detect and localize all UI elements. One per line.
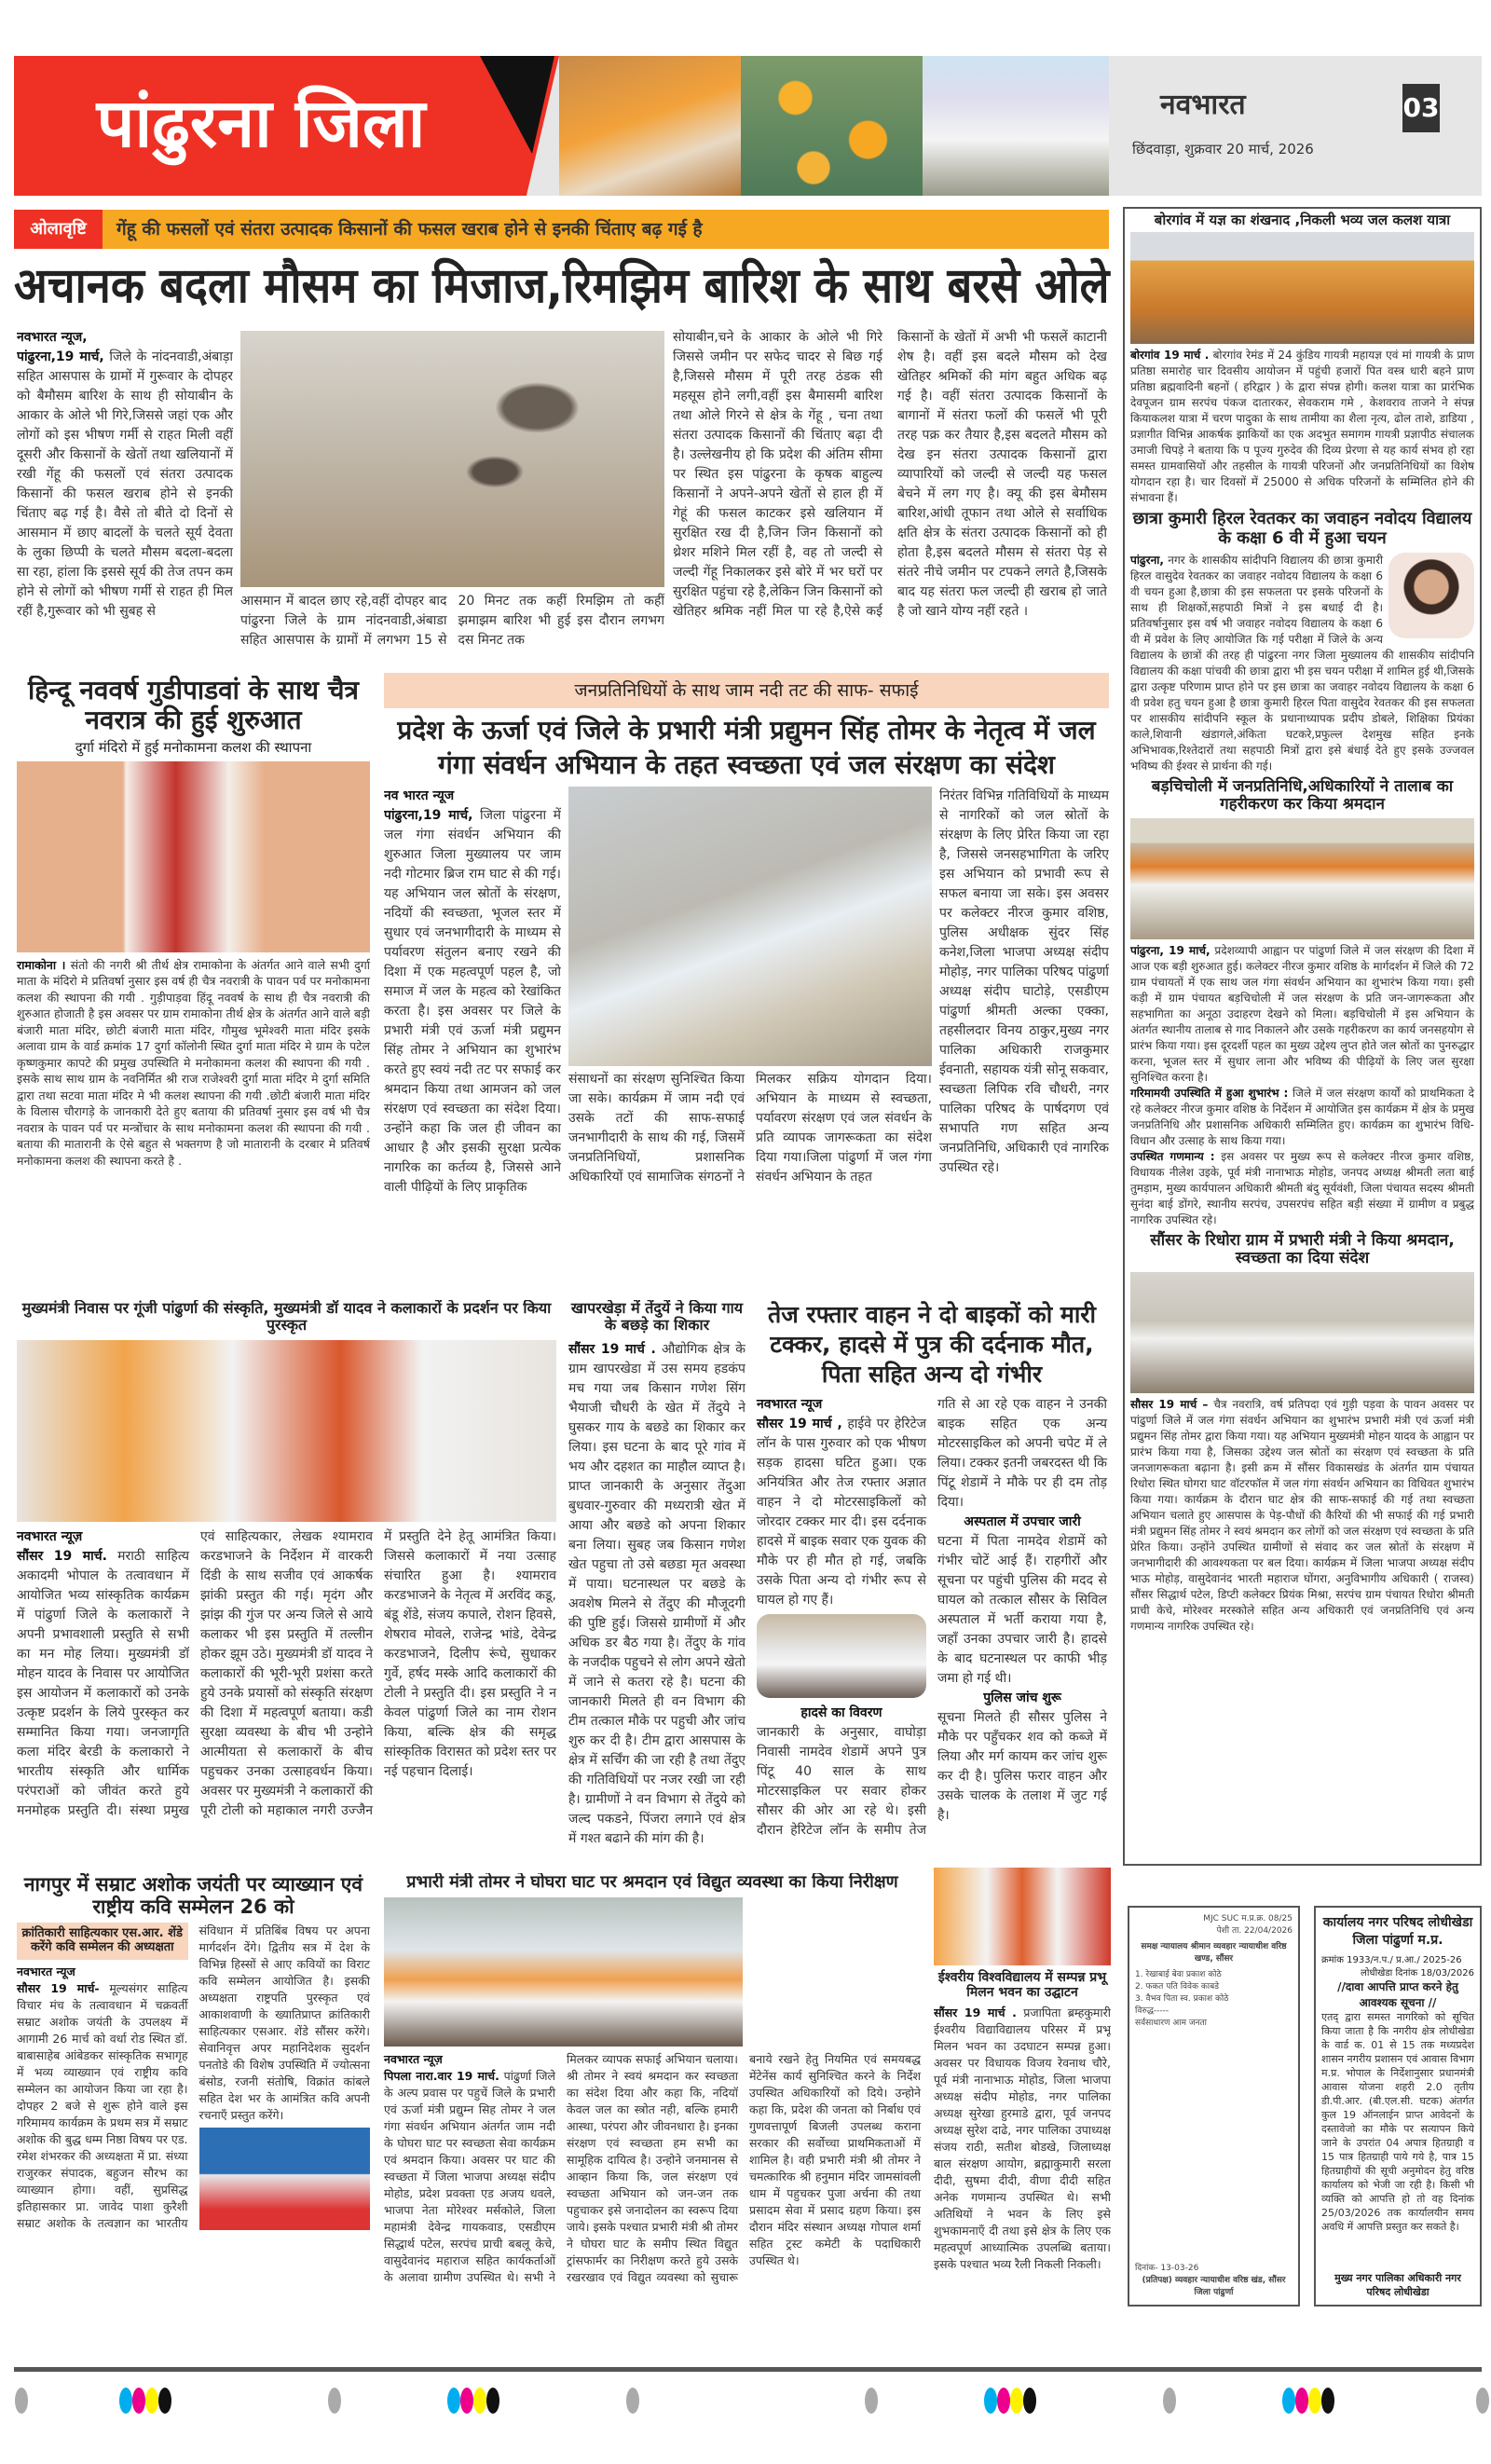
story-ashoka (14, 1873, 373, 2311)
story-brahmakumari (934, 1868, 1111, 2311)
headline-badchicholi: बड़चिचोली में जनप्रतिनिधि,अधिकारियों ने तालाब का गहरीकरण कर किया श्रमदान (1151, 776, 1454, 814)
registration-dot (473, 2388, 486, 2414)
paragraph: मूल्यसंगर साहित्य विचार मंच के तत्वावधान में चक्रवर्ती सम्राट अशोक जयंती के उपलक्ष्य में आगामी 26 मार्च को वर्धा रोड स्थित डॉ. बाबासाहेब आंबेडकर सांस्कृतिक सभागृह में भव्य व्याख्यान एवं राष्ट्रीय कवि सम्मेलन का आयोजन किया जा रहा है।दोपहर 2 बजे से शुरू होने वाले इस गरिमामय कार्यक्रम के प्रथम सत्र में सम्राट अशोक की बुद्ध धम्म निष्ठा विषय पर एड. रमेश शंभरकर की अध्यक्षता में प्रा. संध्या राजुरकर संपादक, बहुजन सौरभ का व्याख्यान होगा। वहीं, सुप्रसिद्ध इतिहासकार प्रा. जावेद पाशा कुरैशी सम्राट अशोक के तत्वज्ञान का भारतीय संविधान में प्रतिबिंब विषय पर अपना मार्गदर्शन देंगे। द्वितीय सत्र में देश के विभिन्न हिस्सों से आए कवियों का विराट कवि सम्मेलन आयोजित है। इसकी अध्यक्षता राष्ट्रपति पुरस्कृत एवं आकाशवाणी के ख्यातिप्राप्त क्रांतिकारी साहित्यकार एसआर. शेंडे सौंसर करेंगे। सेवानिवृत्त अपर महानिदेशक सुदर्शन पनतोडे की विशेष उपस्थिति में ज्योत्सना बंसोड, रजनी संतोषि, विक्रांत कांबले सहित देश भर के आमंत्रित कवि अपनी रचनाएँ प्रस्तुत करेंगे। (17, 1923, 370, 2231)
paragraph: बोरगांव रेमंड में 24 कुंडिय गायत्री महायज्ञ एवं मां गायत्री के प्राण प्रतिष्ठा समारोह चार दिवसीय आयोजन में पहुंची हजारों पित वस्त्र धारी बहने प्राण प्रतिष्ठा ब्रह्मवादिनी बहनों ( हरिद्वार ) के द्वारा संपन्न होगी। कलश यात्रा का प्रारंभिक देवपूजन ग्राम सरपंच पंकज दातारकर, सेवकराम गमे , केशवराव ताजने ने संपन्न कियाकलश यात्रा में चरण पादुका के साथ तामीया का शैला नृत्य, ढोल ताशे, डाडिया , प्रज्ञागीत विभिन्न आकर्षक झाकियों का एक अदभुत समागम गायत्री प्रज्ञापीठ संचालक उमाजी चिपड़े ने बताया कि प पूज्य गुरुदेव की दिव्य प्रेरणा से यह कार्य संभव हो रहा समस्त ग्रामवासियों और तहसील के गायत्री परिजनों और जनप्रतिनिधियों का विशेष योगदान रहा है। चार दिवसों में 25000 से अधिक परिजनों के सम्मिलित होने की संभावना हैं। (1130, 349, 1474, 505)
article-accident (755, 1395, 1109, 1864)
registration-dot (626, 2388, 639, 2414)
subhead: उपस्थित गणमान्य : (1130, 1149, 1215, 1163)
registration-dot (1308, 2388, 1321, 2414)
photo-speaker (199, 2128, 371, 2230)
byline: नव भारत न्यूज (384, 788, 455, 803)
paragraph: मराठी साहित्य अकादमी भोपाल के तत्वावधान में आयोजित भव्य सांस्कृतिक कार्यक्रम में पांढुर्णा जिले के कलाकारों ने अपनी प्रभावशाली प्रस्तुति से सभी का मन मोह लिया। मुख्यमंत्री डॉ मोहन यादव के निवास पर आयोजित इस आयोजन में कलाकारों को उनके उत्कृष्ट प्रदर्शन के लिये पुरस्कृत कर सम्मानित किया गया। जनजागृति कला मंदिर बेरडी के कलाकारो ने भारतीय संस्कृति और धार्मिक परंपराओं को जीवंत करते हुये मनमोहक प्रस्तुति दी। संस्था प्रमुख एवं साहित्यकार, लेखक श्यामराव करडभाजने के निर्देशन में वारकरी दिंडी के साथ सजीव एवं आकर्षक झांकी प्रस्तुत की गई। मृदंग और झांझ की गुंज पर अन्य जिले से आये कलाकर भी इस प्रस्तुति में तल्लीन होकर झूम उठे। मुख्यमंत्री डॉ यादव ने कलाकारों की भूरी-भूरी प्रशंसा करते हुये उनके प्रयासों को संस्कृति संरक्षण की दिशा में महत्वपूर्ण बताया। कडी सुरक्षा व्यवस्था के बीच भी उन्होने आत्मीयता से कलाकारों के बीच पहुचकर उनका उत्साहवर्धन किया। अवसर पर मुख्यमंत्री ने कलाकारों की पूरी टोली को महाकाल नगरी उज्जैन में प्रस्तुति देने हेतू आमंत्रित किया। जिससे कलाकारों में नया उत्साह संचारित हुआ है। श्यामराव करडभाजने के नेतृत्व में अरविंद कडू, बंडू शेंडे, संजय कपाले, रोशन हिवसे, शेषराव मोवले, राजेन्द्र भांडे, देवेन्द्र करडभाजने, दिलीप रूंघे, सुधाकर गुर्वे, हर्षद मस्के आदि कलाकारों की टोली ने प्रस्तुति दी। इस प्रस्तुति ने न केवल पांढुर्णा जिले का नाम रोशन किया, बल्कि क्षेत्र की समृद्ध सांस्कृतिक विरासत को प्रदेश स्तर पर नई पहचान दिलाई। (17, 1528, 556, 1818)
paragraph: पांढुर्णा जिले के अल्प प्रवास पर पहुचें जिले के प्रभारी एवं ऊर्जा मंत्री प्रद्युम्न सिह तोमर ने जल गंगा संवर्धन अभियान अंतर्गत जाम नदी के घोघरा घाट पर स्वच्छता सेवा कार्यक्रम एवं श्रमदान किया। अवसर पर घाट की स्वच्छता में जिला भाजपा अध्यक्ष संदीप मोहोड, प्रदेश प्रवक्ता एड अजय धवले, भाजपा नेता मोरेश्वर मर्सकोले, जिला महामंत्री देवेन्द्र गायकवाड, एसडीएम सिद्धार्थ पटेल, सरपंच प्राची बबलू केचे, वासुदेवानंद महाराज सहित कार्यकर्ताओं के अलावा ग्रामीण उपस्थित थे। सभी ने मिलकर व्यापक सफाई अभियान चलाया। श्री तोमर ने स्वयं श्रमदान कर स्वच्छता का संदेश दिया और कहा कि, नदियॉ केवल जल का स्त्रोत नही, बल्कि हमारी आस्था, परंपरा और जीवनधारा है। इनका संरक्षण एवं स्वच्छता हम सभी का सामूहिक दायित्व है। उन्होने जनमानस से आव्हान किया कि, जल संरक्षण एवं स्वच्छता अभियान को जन-जन तक पहुचाकर इसे जनादोलन का स्वरूप दिया जाये। इसके पश्चात प्रभारी मंत्री श्री तोमर ने घोघरा घाट के समीप स्थित विद्युत ट्रांसफार्मर का निरीक्षण करते हुये उसके रखरखाव एवं विद्युत व्यवस्था को सुचारू बनाये रखने हेतु नियमित एवं समयबद्ध मेंटेनेंस कार्य सुनिश्चित करने के निर्देश उपस्थित अधिकारियों को दिये। उन्होने कहा कि, प्रदेश की जनता को निर्बाध एवं गुणवत्तापूर्ण बिजली उपलब्ध कराना सरकार की सर्वोच्चा प्राथमिकताओं में शामिल है। वही प्रभारी मंत्री श्री तोमर ने चमत्कारिक श्री हनुमान मंदिर जामसांवली धाम में पहुचकर पुजा अर्चना की तथा प्रसादम सेवा में प्रसाद ग्रहण किया। इस दौरान मंदिर संस्थान अध्यक्ष गोपाल शर्मा सहित ट्रस्ट कमेटी के पदाधिकारी उपस्थित थे। (384, 2051, 921, 2284)
paragraph: जिला पांढुरना में जल गंगा संवर्धन अभियान की शुरुआत जिला मुख्यालय पर जाम नदी गोटमार ब्रिज राम घाट से की गई। यह अभियान जल स्रोतों के संरक्षण, नदियों की स्वच्छता, भूजल स्तर में सुधार एवं जनभागीदारी के माध्यम से पर्यावरण संतुलन बनाए रखने की दिशा में एक महत्वपूर्ण पहल है, जो समाज में जल के महत्व को रेखांकित करता है। इस अवसर पर जिले के प्रभारी मंत्री एवं ऊर्जा मंत्री प्रद्युमन सिंह तोमर ने अभियान का शुभारंभ करते हुए स्वयं नदी तट पर सफाई कर श्रमदान किया तथा आमजन को जल संरक्षण एवं स्वच्छता का संदेश दिया। उन्होंने कहा कि जल ही जीवन का आधार है और इसकी सुरक्षा प्रत्येक नागरिक का कर्तव्य है, जिससे आने वाली पीढ़ियों के लिए प्राकृतिक (384, 808, 561, 1195)
registration-dot (997, 2388, 1010, 2414)
story-jalganga (384, 673, 1109, 1286)
byline: नवभारत न्यूज, (17, 330, 88, 345)
notice-title: कार्यालय नगर परिषद लोधीखेडा जिला पांढुर्णा म.प्र. (1322, 1915, 1473, 1948)
section-title-wrap (42, 76, 480, 170)
notice-title: समक्ष न्यायालय श्रीमान व्यवहार न्यायाधीश वरिष्ठ खण्ड, सौंसर (1141, 1942, 1287, 1964)
notice-court (1128, 1906, 1300, 2307)
photo-ridhora (1130, 1272, 1474, 1393)
registration-dot (1321, 2388, 1334, 2414)
story-accident (755, 1300, 1109, 1864)
dateline: सौसर 19 मार्च – (1130, 1397, 1209, 1411)
article-ridhora (1130, 1397, 1474, 1860)
dateline: सौंसर 19 मार्च . (934, 2005, 1017, 2020)
registration-dot (1023, 2388, 1036, 2414)
byline: नवभारत न्यूज़ (384, 2051, 443, 2066)
right-column-box (1123, 207, 1482, 1866)
masthead-photo-cotton (923, 56, 1109, 196)
dateline: सौंसर 19 मार्च . (568, 1341, 656, 1357)
dateline: सौंसर 19 मार्च. (17, 1548, 107, 1564)
dateline: छिंदवाड़ा, शुक्रवार 20 मार्च, 2026 (1132, 141, 1314, 157)
registration-dot (1163, 2388, 1176, 2414)
photo-durga-temple (17, 761, 370, 952)
jalganga-body-row (384, 787, 1109, 1286)
article-navratri (14, 957, 373, 1286)
byline: नवभारत न्यूज (17, 1964, 75, 1979)
notice-ref: MJC SUC म.प्र.क्र. 08/25 (1203, 1914, 1293, 1923)
headline-ghoghra: प्रभारी मंत्री तोमर ने घोघरा घाट पर श्रमदान एवं विद्युत व्यवस्था का किया निरीक्षण (406, 1873, 898, 1892)
headline-hail: अचानक बदला मौसम का मिजाज,रिमझिम बारिश के साथ बरसे ओले (14, 258, 1110, 314)
registration-dot (1010, 2388, 1023, 2414)
masthead (14, 56, 1482, 196)
dateline: सौसर 19 मार्च , (757, 1417, 842, 1431)
notice-date: पेशी ता. 22/04/2026 (1216, 1926, 1293, 1936)
article-ghoghra (382, 2051, 923, 2311)
headline-leopard: खापरखेड़ा में तेंदुयें ने किया गाय के बछड़े का शिकार (570, 1300, 744, 1335)
dateline: पिपला नारा.वार 19 मार्च. (384, 2068, 499, 2083)
byline: नवभारत न्यूज़ (17, 1528, 83, 1544)
masthead-photo-temple (559, 56, 741, 196)
headline-hail-wrap (14, 253, 1109, 321)
photo-hailstones (240, 331, 664, 587)
registration-dot (328, 2388, 341, 2414)
subhead: अस्पताल में उपचार जारी (964, 1514, 1081, 1529)
notice-fill (1135, 2030, 1293, 2263)
paragraph: घटना में पिता नामदेव शेडामें को गंभीर चोटें आई हैं। राहगीरों और सूचना पर पहुंची पुलिस की मदद से घायल को तत्काल सौसर के सिविल अस्पताल में भर्ती कराया गया है, जहाँ उनका उपचार जारी है। हादसे के बाद घटनास्थल पर काफी भीड़ जमा हो गई थी। (937, 1534, 1107, 1686)
paragraph: संतो की नगरी श्री तीर्थ क्षेत्र रामाकोना के अंतर्गत आने वाले सभी दुर्गा माता के मंदिरो मे प्रतिवर्षा नुसार इस वर्ष ही चैत्र नवरात्री के पावन पर्व पर मनोकामना कलश की स्थापना की गयी . गुड़ीपाड़वा हिंदू नववर्ष के साथ ही चैत्र नवरात्री की शुरुआत होजाती है इस अवसर पर ग्राम रामाकोना तीर्थ क्षेत्र के अंतर्गत आने वाले बड़ी बंजारी माता मंदिर, छोटी बंजारी माता मंदिर, गौमुख भूमेश्वरी माता मंदिर इसके अलावा ग्राम के वार्ड क्रमांक 17 दुर्गा कॉलोनी स्थित दुर्गा माता मंदिर मे ग्राम के पटेल कृष्णकुमार कापटे की प्रमुख उपस्थिति मे मनोकामना कलश की स्थापना की गयी . इसके साथ साथ ग्राम के नवनिर्मित श्री राज राजेश्वरी दुर्गा माता मंदिर मे दुर्गा समिति द्वारा तथा सटवा माता मंदिर मे भी कलश स्थापना की गयी .छोटी बंजारी माता मंदिर के विलास चौरागड़े के जानकारी देते हुए बताया की प्रतिवर्षा नुसार इस वर्ष भी चैत्र नवरात्र के पावन पर्व पर मन्त्रोंचार के साथ मनोकामना कलश की स्थापना की गयी . बताया की मातारानी के ऐसे बहुत से भक्तगण है जो मातारानी के दरबार मे प्रतिवर्ष मनोकामना कलश की स्थापना करते है . (17, 957, 370, 1168)
story-ghoghra (382, 1873, 923, 2311)
article-hail-right-cols: सोयाबीन,चने के आकार के ओले भी गिरे जिससे जमीन पर सफेद चादर से बिछ गई है,जिससे मौसम में पूरी तरह ठंडक सी महसूस होने लगी,वहीं इस बैमासमी बारिश तथा ओले गिरने से क्षेत्र के गेंहू , चना तथा संतरा उत्पादक किसानों की चिंताए बढ़ा दी है। उल्लेखनीय हो कि प्रदेश की अंतिम सीमा पर स्थित इस पांढुरना के कृषक बाहुल्य किसानों ने अपने-अपने खेतों से हाल ही में गेहूं की फसल काटकर इसे खलियान में सुरक्षित रख दी है,जिन जिन किसानों को थ्रेशर मशिने मिल रहीं है, वह तो जल्दी से जल्दी गेंहू निकालकर इसे बोरे में भर घरों पर सुरक्षित पहुंचा रहे है,लेकिन जिन किसानों को खेतिहर श्रमिक नहीं मिल पा रहे है,ऐसे कई किसानों के खेतों में अभी भी फसलें काटानी शेष है। वहीं इस बदले मौसम को देख खेतिहर श्रमिकों की मांग बहुत अधिक बढ़ गई है। वहीं संतरा उत्पादक किसानों के बागानों में संतरा फलों की फसलें भी पूरी तरह पक्र कर तैयार है,इस बदलते मौसम को देख इन संतरा उत्पादक किसानों द्वारा व्यापारियों को जल्दी से जल्दी यह फसल बेचने में लग गए है। क्यू की इस बेमौसम बारिश,आंधी तूफान तथा ओले से सर्वाधिक क्षति क्षेत्र के संतरा उत्पादक किसानों को ही होता है,इस बदलते मौसम से संतरा पेड़ से संतरे नीचे जमीन पर टपकने लगते है,जिसके बाद यह संतरा फल जल्दी ही खराब हो जाते है जो खाने योग्य नहीं रहते । (673, 330, 1107, 619)
article-brahmakumari (934, 2005, 1111, 2311)
kicker-text: गेंहू की फसलों एवं संतरा उत्पादक किसानों की फसल खराब होने से इनकी चिंताए बढ़ गई है (116, 219, 703, 240)
notice-line: 1. रेखाबाई बेवा प्रकाश कोठे (1135, 1970, 1222, 1979)
headline-navratri: हिन्दू नववर्ष गुडीपाडवां के साथ चैत्र नवरात्र की हुई शुरुआत (27, 676, 359, 736)
story-cm (14, 1300, 559, 1864)
notice-date: लोधीखेडा दिनांक 18/03/2026 (1361, 1968, 1474, 1978)
subhead: हादसे का विवरण (800, 1705, 882, 1720)
notice-ref: क्रमांक 1933/न.प./ प्र.आ./ 2025-26 (1321, 1955, 1462, 1965)
photo-yagna (1130, 232, 1474, 344)
dateline: बोरगांव 19 मार्च . (1130, 349, 1210, 363)
paragraph: इस अवसर पर मुख्य रूप से कलेक्टर नीरज कुमार वशिष्ठ, विधायक नीलेश उइके, पूर्व मंत्री नानाभाऊ मोहोड, जनपद अध्यक्ष श्रीमती लता बाई तुमड़ाम, मुख्य कार्यपालन अधिकारी श्रीमती बंदु सूर्यवंशी, जिला पंचायत सदस्य श्रीमती सुनंदा बाई डोंगरे, स्थानीय सरपंच, उपसरपंच सहित बड़ी संख्या में ग्रामीण व प्रबुद्ध नागरिक उपस्थित रहे। (1130, 1149, 1474, 1226)
notice-subject: //दावा आपत्ति प्राप्त करने हेतु आवश्यक सूचना // (1337, 1980, 1458, 2009)
article-jalganga-mid: संसाधनों का संरक्षण सुनिश्चित किया जा सके। कार्यक्रम में जाम नदी एवं उसके तटों की साफ-सफाई जनभागीदारी के साथ की गई, जिसमें जनप्रतिनिधियों, प्रशासनिक अधिकारियों एवं सामाजिक संगठनों ने मिलकर सक्रिय योगदान दिया। अभियान के माध्यम से स्वच्छता, पर्यावरण संरक्षण एवं जल संवर्धन के प्रति व्यापक जागरूकता का संदेश दिया गया।जिला पांढुर्णा में जल गंगा संवर्धन अभियान के तहत (568, 1072, 932, 1184)
photo-river-cleaning (568, 787, 932, 1066)
registration-dot (984, 2388, 997, 2414)
article-ashoka (14, 1923, 373, 2311)
registration-dot (865, 2388, 878, 2414)
photo-artists (17, 1340, 556, 1522)
dateline: रामाकोना । (17, 957, 66, 972)
footer-rule (14, 2367, 1482, 2372)
masthead-photo-oranges (741, 56, 923, 196)
notice-sign: (प्रतिपक्ष) व्यवहार न्यायाधीश वरिष्ठ खंड, सौंसर जिला पांढुर्णा (1142, 2276, 1286, 2297)
story-leopard (568, 1300, 746, 1864)
article-borgaon (1130, 348, 1474, 506)
dateline: पांढुरना, 19 मार्च, (1130, 943, 1211, 957)
subhead: गरिमामयी उपस्थिति में हुआ शुभारंभ : (1130, 1086, 1289, 1100)
paragraph: सूचना मिलते ही सौसर पुलिस ने मौके पर पहुँचकर शव को कब्जे में लिया और मर्ग कायम कर जांच शुरू कर दी है। पुलिस फरार वाहन और उसके चालक के तलाश में जुट गई है। (937, 1710, 1107, 1823)
photo-ghoghra-group (384, 1897, 743, 2046)
dateline: पांढुरना,19 मार्च, (384, 808, 473, 823)
paragraph: चैत्र नवरात्रि, वर्ष प्रतिपदा एवं गुड़ी पड़वा के पावन अवसर पर पांढुर्णा जिले में जल गंगा संवर्धन अभियान का शुभारंभ प्रभारी मंत्री एवं ऊर्जा मंत्री प्रद्युमन सिंह तोमर द्वारा किया गया। यह अभियान मुख्यमंत्री मोहन यादव के आह्वान पर प्रारंभ किया गया है, जिसका उद्देश्य जल स्रोतों का संरक्षण एवं स्वच्छता के प्रति जनजागरूकता बढ़ाना है। इसी क्रम में सौंसर विकासखंड के अंतर्गत ग्राम पंचायत रिधोरा स्थित घोगरा घाट वॉटरफॉल में जल गंगा संवर्धन अभियान का विधिवत शुभारंभ किया गया। कार्यक्रम के दौरान घाट क्षेत्र की साफ-सफाई की गई तथा स्वच्छता अभियान चलाते हुए आसपास के पेड़-पौधों की कैरियों की भी सफाई की गई प्रभारी मंत्री प्रद्युमन सिंह तोमर ने स्वयं श्रमदान कर लोगों को जल संरक्षण एवं स्वच्छता के प्रति प्रेरित किया। उन्होंने उपस्थित ग्रामीणों से संवाद कर जल स्रोतों के संरक्षण में जनभागीदारी की आवश्यकता पर बल दिया। कार्यक्रम में जिला भाजपा अध्यक्ष संदीप भाऊ मोहोड़, वासुदेवानंद भारती महाराज घोंगरा, अनुविभागीय अधिकारी ( राजस्व) सौंसर सिद्धार्थ पटेल, डिप्टी कलेक्टर प्रियंक मिश्रा, सरपंच ग्राम पंचायत रिधोरा श्रीमती प्राची केचे, मोरेश्वर मरस्कोले सहित अन्य अधिकारी एवं जनप्रतिनिधि एवं अन्य गणमान्य नागरिक उपस्थित रहे। (1130, 1397, 1474, 1633)
registration-dot (132, 2388, 145, 2414)
jalganga-mid (568, 787, 932, 1286)
kicker-jalganga: जनप्रतिनिधियों के साथ जाम नदी तट की साफ- सफाई (384, 673, 1109, 708)
photo-pond-deepening (1130, 818, 1474, 939)
notice-line: 2. फकत पति विवेक काबडे (1135, 1982, 1220, 1992)
article-hail-col1 (17, 328, 233, 659)
headline-jalganga: प्रदेश के ऊर्जा एवं जिले के प्रभारी मंत्री प्रद्युमन सिंह तोमर के नेतृत्व में जल गंगा संवर्धन अभियान के तहत स्वच्छता एवं जल संरक्षण का संदेश (397, 715, 1096, 780)
registration-dot (1282, 2388, 1295, 2414)
registration-dot (1476, 2388, 1489, 2414)
notice-line: 3. वैभव पिता स्व. प्रकाश कोठे (1135, 1994, 1229, 2004)
notice-sign: मुख्य नगर पालिका अधिकारी नगर परिषद लोधीखेडा (1334, 2272, 1461, 2298)
kicker-ashoka: क्रांतिकारी साहित्यकार एस.आर. शेंडे करेंगे कवि सम्मेलन की अध्यक्षता (17, 1923, 188, 1960)
article-student (1130, 553, 1474, 774)
subhead-navratri: दुर्गा मंदिरो में हुई मनोकामना कलश की स्थापना (75, 739, 312, 757)
paragraph: प्रजापिता ब्रम्हकुमारी ईश्वरीय विद्याविद्यालय परिसर में प्रभू मिलन भवन का उदघाटन सम्पन्न हुआ। अवसर पर विधायक विजय रेवनाथ चौरे, पूर्व मंत्री नानाभाऊ मोहोड, जिला भाजपा अध्यक्ष संदीप मोहोड, नगर पालिका अध्यक्ष सुरेखा हुरमाडे द्वारा, पूर्व जनपद अध्यक्ष सुरेश दाढे, नगर पालिका उपाध्यक्ष संजय राठी, सतीश बोडखे, जिलाध्यक्ष बाल संरक्षण आयोग, ब्रह्माकुमारी सरला दीदी, सुषमा दीदी, वीणा दीदी सहित अनेक गणमान्य उपस्थित थे। सभी अतिथियों ने भवन के लिए इसे शुभकामनाएँ दी तथा इसे क्षेत्र के लिए एक महत्वपूर्ण आध्यात्मिक उपलब्धि बताया। इसके पश्चात भव्य रैली निकली निकली। (934, 2005, 1111, 2272)
notice-footer: दिनांक- 13-03-26 (1135, 2264, 1199, 2273)
kicker-label: ओलावृष्टि (14, 210, 103, 249)
registration-dot (158, 2388, 171, 2414)
paragraph: नगर के शासकीय सांदीपनि विद्यालय की छात्रा कुमारी हिरल वासुदेव रेवतकर का जवाहर नवोदय विद्यालय के कक्षा 6 वी चयन हुआ है,छात्रा की इस सफलता पर इसके परिजनों के साथ ही शिक्षकों,सहपाठी मित्रों ने इस बधाई दी है। प्रतिवर्षानुसार इस वर्ष भी जवाहर नवोदय विद्यालय के कक्षा 6 वी में प्रवेश के लिए आयोजित कि गई परीक्षा में जिले के अन्य विद्यालय के छात्रों की तरह ही पांढुरना नगर जिला मुख्यालय की शासकीय सांदीपनि विद्यालय की कक्षा पांचवी की छात्रा द्वारा भी इस चयन परीक्षा में शामिल हुई थी,जिसके द्वारा उत्कृष्ट परिणाम प्राप्त होने पर इस छात्रा का जवाहर नवोदय विद्यालय के कक्षा 6 वी प्रवेश हतु चयन हुआ है छात्रा कुमारी हिरल पिता वासुदेव रेवतकर की इस सफलता पर शासकीय सांदीपनि स्कूल के प्रधानाध्यापक प्रदीप डोबले, शिक्षिका प्रियंका काले,शिवानी खंडागले,अंकिता घटकरे,प्रफुल्ल देशमुख सहित इनके अभिभावक,रिश्तेदारों तथा सहपाठी मित्रों द्वारा इसे बंधाई देते हुए इसके उज्जवल भविष्य की ईश्वर से प्रार्थना की गई। (1130, 553, 1474, 773)
notice-council (1314, 1906, 1482, 2307)
headline-cm-residence: मुख्यमंत्री निवास पर गूंजी पांढुर्णा की संस्कृति, मुख्यमंत्री डॉ यादव ने कलाकारों के प्रदर्शन पर किया पुरस्कृत (21, 1300, 552, 1335)
registration-dot (145, 2388, 158, 2414)
notice-body: एतद् द्वारा समस्त नागरिको को सूचित किया जाता है कि नगरीय क्षेत्र लोधीखेडा के वार्ड क. 01 से 15 तक मध्यप्रदेश शासन नगरीय प्रशासन एवं आवास विभाग म.प्र. भोपाल के निर्देशानुसार प्रधानमंत्री आवास योजना शहरी 2.0 तृतीय डी.पी.आर. (बी.एल.सी. घटक) अंतर्गत कुल 19 ऑनलाईन प्राप्त आवेदनों के दस्तावेजो का मौके पर सत्यापन किये जाने के उपरांत 04 अपात्र हितग्राही व 15 पात्र हितग्राही पाये गये है, पात्र 15 हितग्राहीयों की सूची अनुमोदन हेतु वरिष्ठ कार्यालय को भेजी जा रही है। किसी भी व्यक्ति को आपत्ति हो तो वह दिनांक 25/03/2026 तक कार्यालयीन समय अवधि में आपत्ति प्रस्तुत कर सकते है। (1321, 2011, 1474, 2233)
paragraph: जानकारी के अनुसार, वाघोड़ा निवासी नामदेव शेडामें अपने पुत्र पिंटू 40 साल के साथ मोटरसाइकिल पर सवार होकर सौसर की ओर आ रहे थे। इसी दौरान हेरिटेज लॉन के समीप तेज गति से आ रहे एक वाहन ने उनकी बाइक सहित एक अन्य मोटरसाइकिल को अपनी चपेट में ले लिया। टक्कर इतनी जबरदस्त थी कि पिंटू शेडामें ने मौके पर ही दम तोड़ दिया। (757, 1397, 1107, 1838)
paragraph: जिले के नांदनवाडी,अंबाड़ा सहित आसपास के ग्रामों में गुरूवार के दोपहर को बैमौसम बारिश के साथ ही सोयाबीन के आकार के ओले भी गिरे,जिससे जहां एक और लोगों को इस भीषण गर्मी से राहत मिली वहीं दूसरी और किसानों के खेतों तथा खलियानों में रखी गेंहू की फसलों एवं संतरा उत्पादक किसानों की फसल खराब होने से इनकी चिंताए बढ़ गई है। वैसे तो बीते दो दिनों से आसमान में छाए बादलों के चलते सूर्य देवता के लुका छिप्पी के चलते मौसम बदला-बदला सा रहा, हांला कि इससे सूर्य की तेज तपन कम होने से लोगों को भीषण गर्मी से राहत ही मिल रहीं है,गुरूवार को भी सुबह से (17, 349, 233, 619)
photo-student (1388, 553, 1474, 638)
paragraph: जिले में जल संरक्षण कार्यों को प्राथमिकता दे रहे कलेक्टर नीरज कुमार वशिष्ठ के निर्देशन में आयोजित इस कार्यक्रम में क्षेत्र के प्रमुख जनप्रतिनिधि और प्रशासनिक अधिकारी सम्मिलित हुए। कार्यक्रम का शुभारंभ विधि-विधान और उत्साह के साथ किया गया। (1130, 1086, 1474, 1147)
headline-ashoka: नागपुर में सम्राट अशोक जयंती पर व्याख्यान एवं राष्ट्रीय कवि सम्मेलन 26 को (23, 1873, 363, 1919)
registration-dot (1295, 2388, 1308, 2414)
photo-accident-vehicle (757, 1614, 926, 1698)
dateline: पांढुरना,19 मार्च, (17, 349, 104, 364)
headline-student: छात्रा कुमारी हिरल रेवतकर का जवाहन नवोदय विद्यालय के कक्षा 6 वी में हुआ चयन (1132, 509, 1472, 548)
notice-line: विरुद्ध----- (1135, 2006, 1170, 2016)
registration-dot (447, 2388, 460, 2414)
kicker-strip (14, 210, 1109, 249)
page-number: 03 (1402, 84, 1440, 132)
brand-logo: नवभारत (1160, 89, 1246, 121)
dateline: सौसर 19 मार्च- (17, 1981, 100, 1996)
subhead: पुलिस जांच शुरू (983, 1691, 1061, 1705)
section-title: पांढुरना जिला (96, 84, 426, 162)
registration-dot (15, 2388, 28, 2414)
notice-line: सर्वसाधारण आम जनता (1135, 2019, 1207, 2028)
article-leopard (568, 1340, 746, 1864)
headline-ridhora: सौंसर के रिधोरा ग्राम में प्रभारी मंत्री ने किया श्रमदान, स्वच्छता का दिया संदेश (1150, 1230, 1455, 1268)
paragraph: औद्योगिक क्षेत्र के ग्राम खापरखेडा में उस समय हडकंप मच गया जब किसान गणेश सिंग भैयाजी चौधरी के खेत में तेंदुये ने घुसकर गाय के बछडे का शिकार कर लिया। इस घटना के बाद पूरे गांव में भय और दहशत का माहौल व्याप्त है। प्राप्त जानकारी के अनुसार तेंदुआ बुधवार-गुरुवार की मध्यरात्री खेत में आया और बछडे को अपना शिकार बना लिया। सुबह जब किसान गणेश खेत पहुचा तो उसे बछडा मृत अवस्था में पाया। घटनास्थल पर बछडे के अवशेष मिलने से तेंदुए की मौजूदगी की पुष्टि हुई। जिससे ग्रामीणों में और अधिक डर बैठ गया है। तेंदुए के गांव के नजदीक पहुचने से लोग अपने खेतो में जाने से कतरा रहे है। घटना की जानकारी मिलते ही वन विभाग की टीम तत्काल मौके पर पहुची और जांच शुरु कर दी है। टीम द्वारा आसपास के क्षेत्र में सर्चिंग की जा रही है तथा तेंदुए की गतिविधियों पर नजर रखी जा रही है। ग्रामीणों ने वन विभाग से तेंदुये को जल्द पकडने, पिंजरा लगाने एवं क्षेत्र में गश्त बढाने की मांग की है। (568, 1341, 746, 1846)
photo-bhavan-inauguration (934, 1868, 1111, 1965)
dateline: पांढुरना, (1130, 553, 1164, 567)
article-jalganga-col4: निरंतर विभिन्न गतिविधियों के माध्यम से नागरिकों को जल स्रोतों के संरक्षण के लिए प्रेरित किया जा रहा है, जिससे जनसहभागिता के जरिए इस अभियान को प्रभावी रूप से सफल बनाया जा सके। इस अवसर पर कलेक्टर नीरज कुमार वशिष्ठ, पुलिस अधीक्षक सुंदर सिंह कनेश,जिला भाजपा अध्यक्ष संदीप मोहोड़, नगर पालिका परिषद पांढुर्णा अध्यक्ष संदीप घाटोड़े, एसडीएम पांढुर्णा श्रीमती अल्का एक्का, तहसीलदार विनय ठाकुर,मुख्य नगर पालिका अधिकारी राजकुमार ईवनाती, सहायक यंत्री सोनू सकवार, स्वच्छता लिपिक रवि चौधरी, नगर पालिका परिषद के पार्षदगण एवं सभापति गण सहित अन्य जनप्रतिनिधि, अधिकारी एवं नागरिक उपस्थित रहे। (939, 788, 1109, 1175)
paragraph: प्रदेशव्यापी आह्वान पर पांढुर्णा जिले में जल संरक्षण की दिशा में आज एक बड़ी शुरुआत हुई। कलेक्टर नीरज कुमार वशिष्ठ के मार्गदर्शन में जिले की 72 ग्राम पंचायतों में एक साथ जल गंगा संवर्धन अभियान का शुभारंभ किया गया। इसी कड़ी में ग्राम पंचायत बड़चिचोली में जल संरक्षण के प्रति जन-जागरूकता और सहभागिता का अनूठा उदाहरण देखने को मिला। बड़चिचोली में इस अभियान के अंतर्गत स्थानीय तालाब से गाद निकालने और उसके गहरीकरण का कार्य जनसहयोग से प्रारंभ किया गया। इस दूरदर्शी पहल का मुख्य उद्देश्य लुप्त होते जल स्रोतों का पुनरुद्धार करना, भूजल स्तर में सुधार लाना और भविष्य की पीढ़ियों के लिए जल सुरक्षा सुनिश्चित करना है। (1130, 943, 1474, 1084)
headline-borgaon: बोरगांव में यज्ञ का शंखनाद ,निकली भव्य जल कलश यात्रा (1154, 212, 1451, 228)
headline-brahmakumari: ईश्वरीय विश्वविद्यालय में सम्पन्न प्रभू मिलन भवन का उद्घाटन (937, 1970, 1107, 2001)
registration-dot (486, 2388, 499, 2414)
article-jalganga-col1 (384, 787, 561, 1286)
headline-accident: तेज रफ्तार वाहन ने दो बाइकों को मारी टक्कर, हादसे में पुत्र की दर्दनाक मौत, पिता सहित अन्य दो गंभीर (767, 1301, 1097, 1388)
paragraph: हाईवे पर हेरिटेज लॉन के पास गुरुवार को एक भीषण सड़क हादसा घटित हुआ। एक अनियंत्रित और तेज रफ्तार अज्ञात वाहन ने दो मोटरसाइकिलों को जोरदार टक्कर मार दी। इस दर्दनाक हादसे में बाइक सवार एक युवक की मौके पर ही मौत हो गई, जबकि उसके पिता अन्य दो गंभीर रूप से घायल हो गए हैं। (757, 1417, 927, 1608)
byline: नवभारत न्यूज (757, 1397, 823, 1412)
article-badchicholi (1130, 943, 1474, 1228)
kicker-text-wrap (116, 210, 1100, 249)
article-cm (14, 1527, 559, 1864)
article-hail-caption-cols: आसमान में बादल छाए रहे,वहीं दोपहर बाद पांढुरना जिले के ग्राम नांदनवाडी,अंबाडा सहित आसपास के ग्रामों में लगभग 15 से 20 मिनट तक कहीं रिमझिम तो कहीं झमाझम बारिश भी हुई इस दौरान लगभग दस मिनट तक (240, 594, 664, 648)
registration-dot (460, 2388, 473, 2414)
story-navratri (14, 676, 373, 1286)
registration-dot (119, 2388, 132, 2414)
